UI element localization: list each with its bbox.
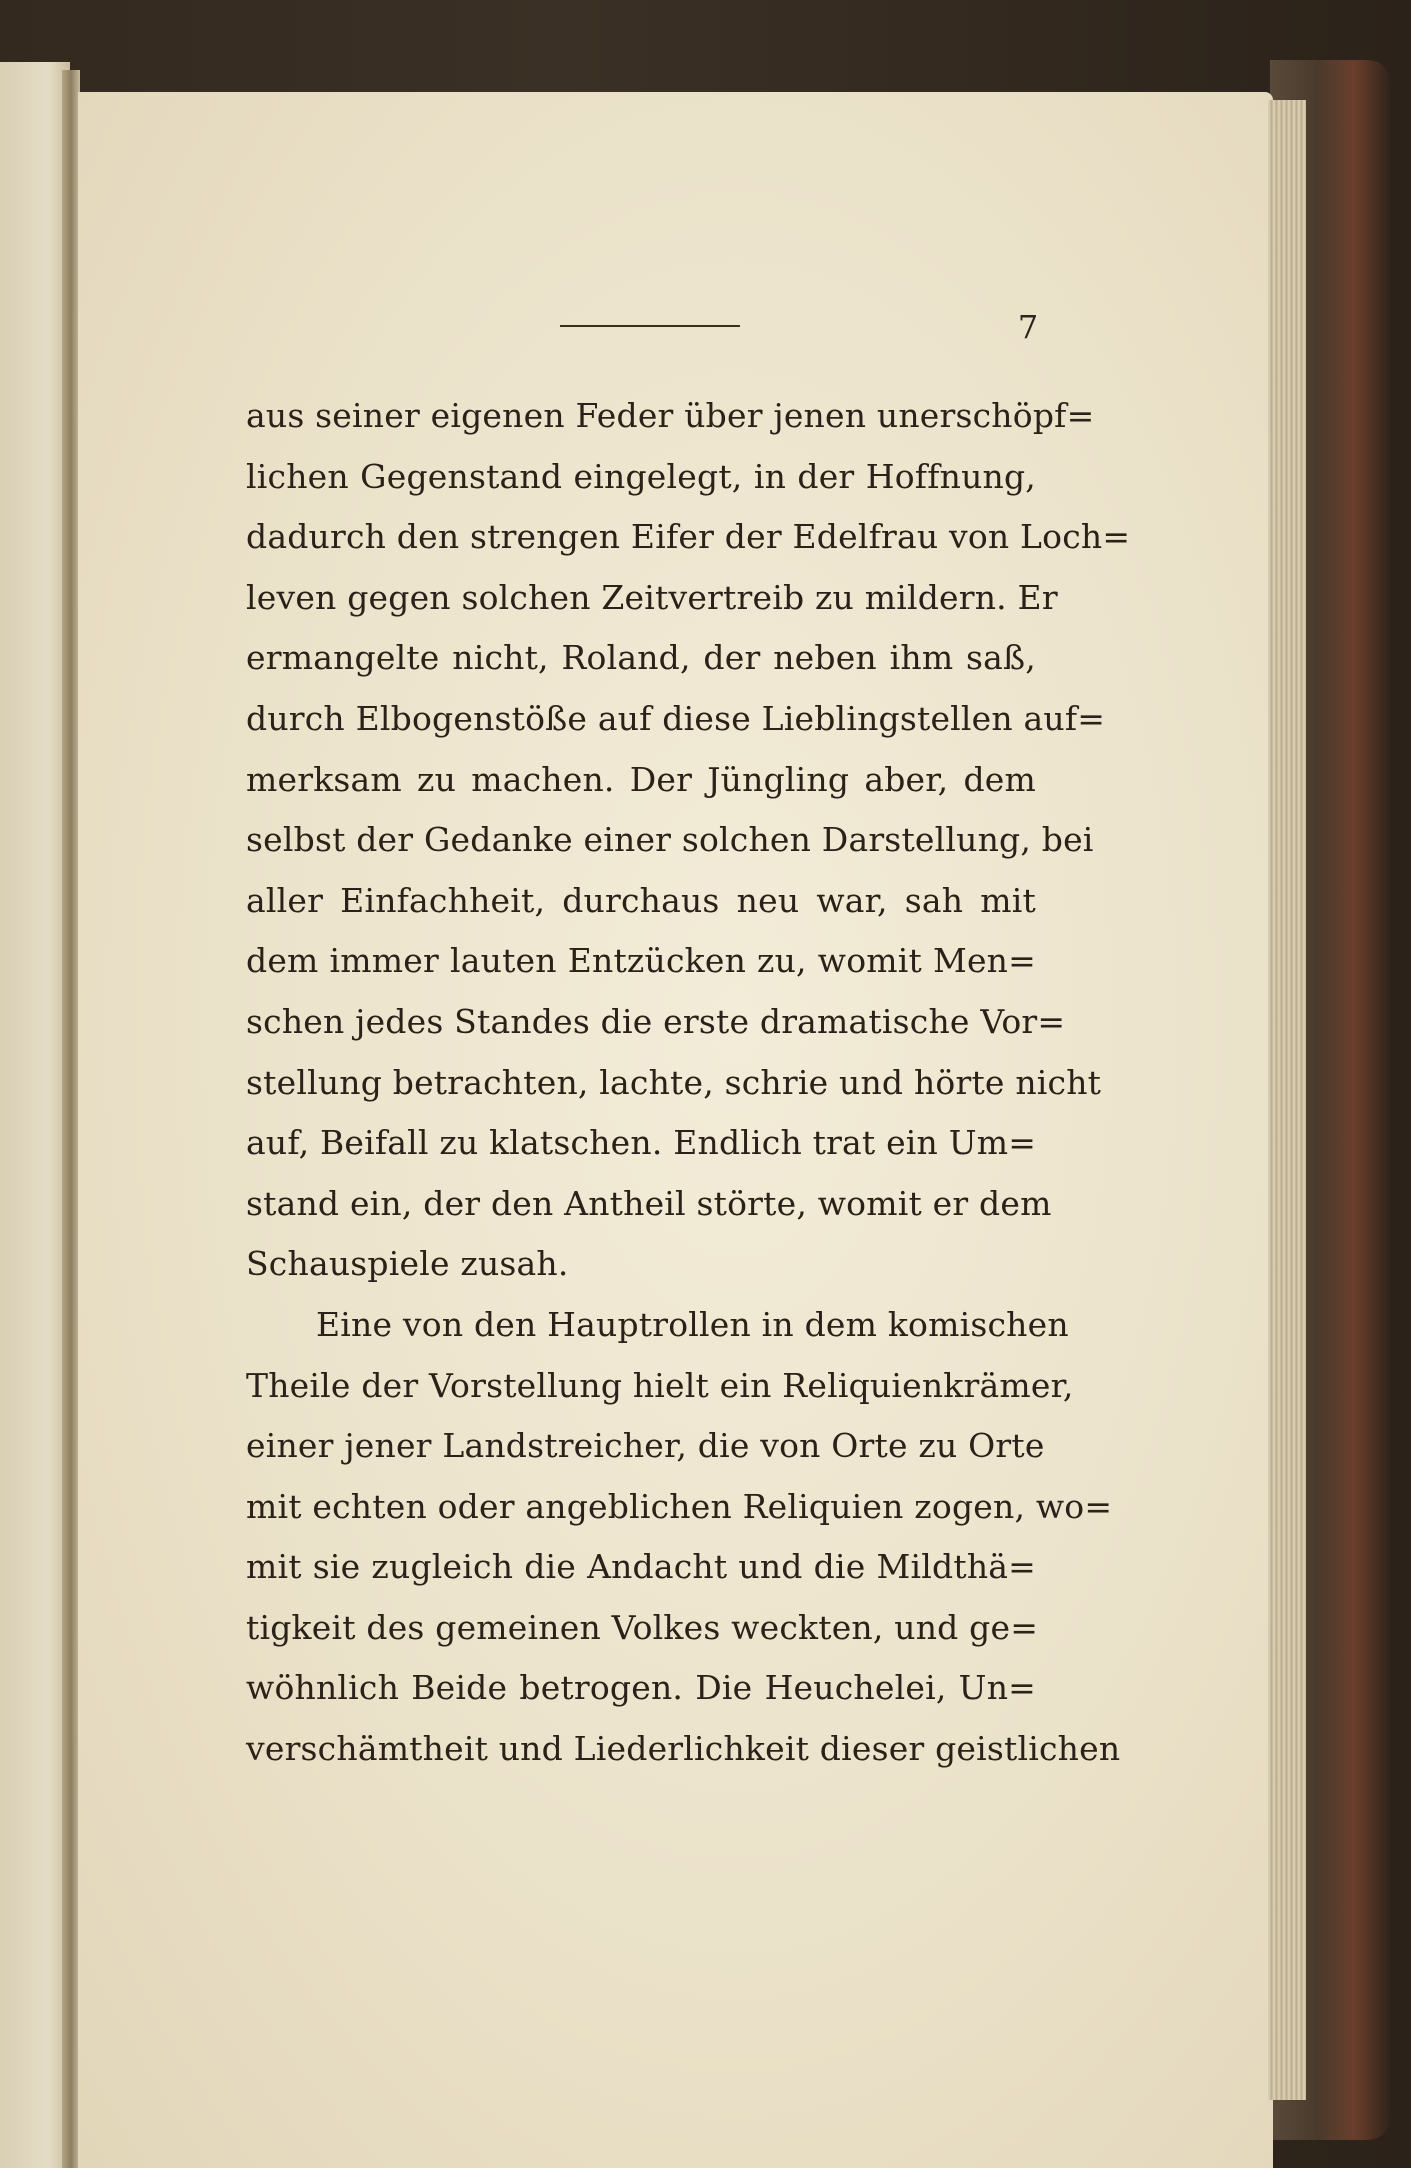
text-line: merksam zu machen. Der Jüngling aber, dem [246, 759, 1036, 799]
text-line: durch Elbogenstöße auf diese Lieblingstellen auf= [246, 698, 1106, 738]
text-line: einer jener Landstreicher, die von Orte zu Orte [246, 1426, 1045, 1466]
text-line: verschämtheit und Liederlichkeit dieser geistlichen [246, 1729, 1121, 1769]
text-line: mit sie zugleich die Andacht und die Mildthä= [246, 1547, 1036, 1587]
text-line: aus seiner eigenen Feder über jenen unerschöpf= [246, 396, 1095, 435]
page-stack-edge [1268, 100, 1306, 2100]
text-line: dadurch den strengen Eifer der Edelfrau von Loch= [246, 517, 1131, 557]
text-line: Schauspiele zusah. [246, 1244, 569, 1284]
text-line: mit echten oder angeblichen Reliquien zogen, wo= [246, 1486, 1113, 1526]
header-rule [560, 325, 740, 327]
page-number: 7 [1017, 308, 1039, 346]
text-line: ermangelte nicht, Roland, der neben ihm saß, [246, 638, 1036, 678]
text-line: Eine von den Hauptrollen in dem komischen [316, 1304, 1069, 1344]
text-line: lichen Gegenstand eingelegt, in der Hoffnung, [246, 456, 1036, 496]
text-line: Theile der Vorstellung hielt ein Reliquienkrämer, [246, 1365, 1074, 1405]
text-line: leven gegen solchen Zeitvertreib zu mildern. Er [246, 577, 1058, 617]
left-page-edge [0, 62, 70, 2168]
text-line: wöhnlich Beide betrogen. Die Heuchelei, Un= [246, 1668, 1036, 1708]
text-line: stand ein, der den Antheil störte, womit er dem [246, 1183, 1052, 1223]
text-line: selbst der Gedanke einer solchen Darstellung, bei [246, 820, 1094, 860]
text-line: schen jedes Standes die erste dramatische Vor= [246, 1001, 1066, 1041]
text-line: stellung betrachten, lachte, schrie und hörte nicht [246, 1062, 1102, 1102]
body-text [246, 386, 1131, 1780]
text-line: tigkeit des gemeinen Volkes weckten, und ge= [246, 1607, 1039, 1647]
text-line: auf, Beifall zu klatschen. Endlich trat ein Um= [246, 1123, 1037, 1163]
text-line: dem immer lauten Entzücken zu, womit Men= [246, 941, 1036, 981]
text-line: aller Einfachheit, durchaus neu war, sah mit [246, 880, 1036, 920]
